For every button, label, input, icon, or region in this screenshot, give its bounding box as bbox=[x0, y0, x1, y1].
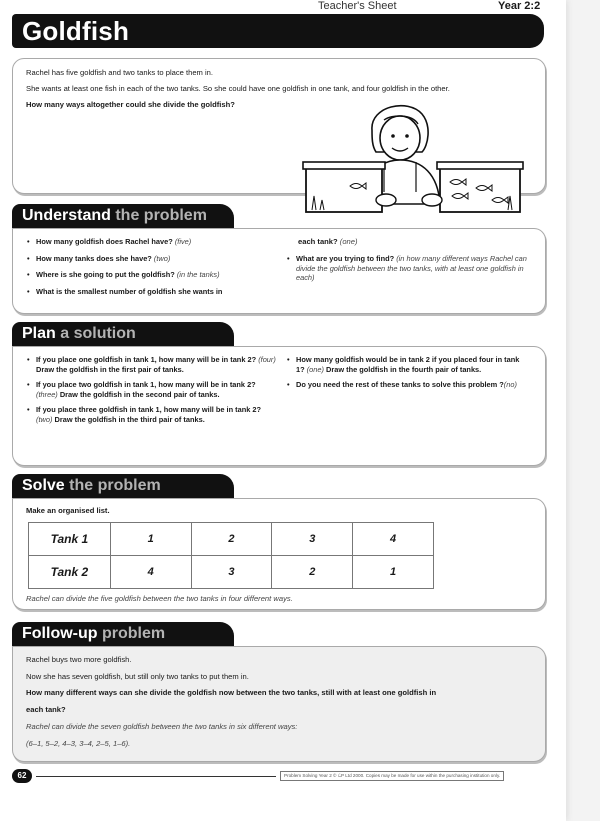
followup-line-1: Rachel buys two more goldfish. bbox=[26, 655, 132, 664]
table-row bbox=[29, 556, 434, 589]
list-item: • If you place three goldfish in tank 1, how many will be in tank 2? (two) Draw the goldfish in the third pair of tanks. bbox=[26, 405, 276, 424]
list-item: • Do you need the rest of these tanks to solve this problem ?(no) bbox=[286, 380, 530, 390]
solve-instruction: Make an organised list. bbox=[26, 506, 110, 515]
table-cell: 1 bbox=[353, 556, 434, 589]
table-cell: 2 bbox=[191, 523, 272, 556]
followup-title-a: Follow-up bbox=[22, 625, 98, 642]
intro-line-1: Rachel has five goldfish and two tanks to place them in. bbox=[26, 68, 213, 77]
followup-answer-1: Rachel can divide the seven goldfish between the two tanks in six different ways: bbox=[26, 722, 298, 731]
table-cell: 4 bbox=[353, 523, 434, 556]
table-cell: 1 bbox=[110, 523, 191, 556]
title-bar bbox=[12, 14, 544, 48]
plan-left-list bbox=[26, 355, 276, 425]
row-label-tank-1: Tank 1 bbox=[29, 523, 111, 556]
solve-title-b: the problem bbox=[64, 477, 161, 494]
solve-title-a: Solve bbox=[22, 477, 65, 494]
table-cell: 3 bbox=[272, 523, 353, 556]
goldfish-tanks-illustration bbox=[300, 96, 530, 218]
sheet-label: Teacher's Sheet bbox=[318, 0, 397, 12]
solve-section-tab bbox=[12, 474, 234, 498]
footer-copyright: Problem Solving Year 2 © ℒP Ltd 2000. Copies may be made for use within the purchasing institution only. bbox=[280, 771, 504, 781]
page-number: 62 bbox=[12, 769, 32, 783]
understand-right-list bbox=[286, 254, 536, 283]
year-label: Year 2:2 bbox=[498, 0, 541, 12]
understand-section-tab bbox=[12, 204, 234, 228]
table-cell: 3 bbox=[191, 556, 272, 589]
followup-section-tab bbox=[12, 622, 234, 646]
page-title: Goldfish bbox=[22, 16, 130, 46]
plan-title-b: a solution bbox=[55, 325, 136, 342]
footer-divider bbox=[36, 776, 276, 777]
followup-answer-2: (6–1, 5–2, 4–3, 3–4, 2–5, 1–6). bbox=[26, 739, 131, 748]
intro-question: How many ways altogether could she divide the goldfish? bbox=[26, 100, 235, 109]
row-label-tank-2: Tank 2 bbox=[29, 556, 111, 589]
followup-title-b: problem bbox=[97, 625, 166, 642]
list-item: • How many goldfish does Rachel have? (five) bbox=[26, 237, 288, 247]
list-item: • How many tanks does she have? (two) bbox=[26, 254, 288, 264]
table-row bbox=[29, 523, 434, 556]
understand-title-a: Understand bbox=[22, 207, 111, 224]
list-item: • Where is she going to put the goldfish? (in the tanks) bbox=[26, 270, 288, 280]
plan-right-list bbox=[286, 355, 530, 390]
understand-left-list bbox=[26, 237, 288, 296]
solve-answer: Rachel can divide the five goldfish between the two tanks in four different ways. bbox=[26, 594, 293, 603]
plan-title-a: Plan bbox=[22, 325, 56, 342]
understand-continued: each tank? (one) bbox=[298, 237, 358, 246]
understand-title-b: the problem bbox=[110, 207, 207, 224]
followup-line-2: Now she has seven goldfish, but still only two tanks to put them in. bbox=[26, 672, 249, 681]
followup-question-2: each tank? bbox=[26, 705, 66, 714]
organised-list-table bbox=[28, 522, 434, 589]
list-item: • What are you trying to find? (in how many different ways Rachel can divide the goldfish between the two tanks, with at least one goldfish in each) bbox=[286, 254, 536, 283]
list-item: • What is the smallest number of goldfish she wants in bbox=[26, 287, 288, 297]
list-item: • If you place one goldfish in tank 1, how many will be in tank 2? (four) Draw the goldfish in the first pair of tanks. bbox=[26, 355, 276, 374]
followup-question-1: How many different ways can she divide the goldfish now between the two tanks, still with at least one goldfish in bbox=[26, 688, 437, 697]
table-cell: 4 bbox=[110, 556, 191, 589]
table-cell: 2 bbox=[272, 556, 353, 589]
list-item: • How many goldfish would be in tank 2 if you placed four in tank 1? (one) Draw the goldfish in the fourth pair of tanks. bbox=[286, 355, 530, 374]
list-item: • If you place two goldfish in tank 1, how many will be in tank 2? (three) Draw the goldfish in the second pair of tanks. bbox=[26, 380, 276, 399]
plan-section-tab bbox=[12, 322, 234, 346]
intro-line-2: She wants at least one fish in each of the two tanks. So she could have one goldfish in one tank, and four goldfish in the other. bbox=[26, 84, 450, 93]
